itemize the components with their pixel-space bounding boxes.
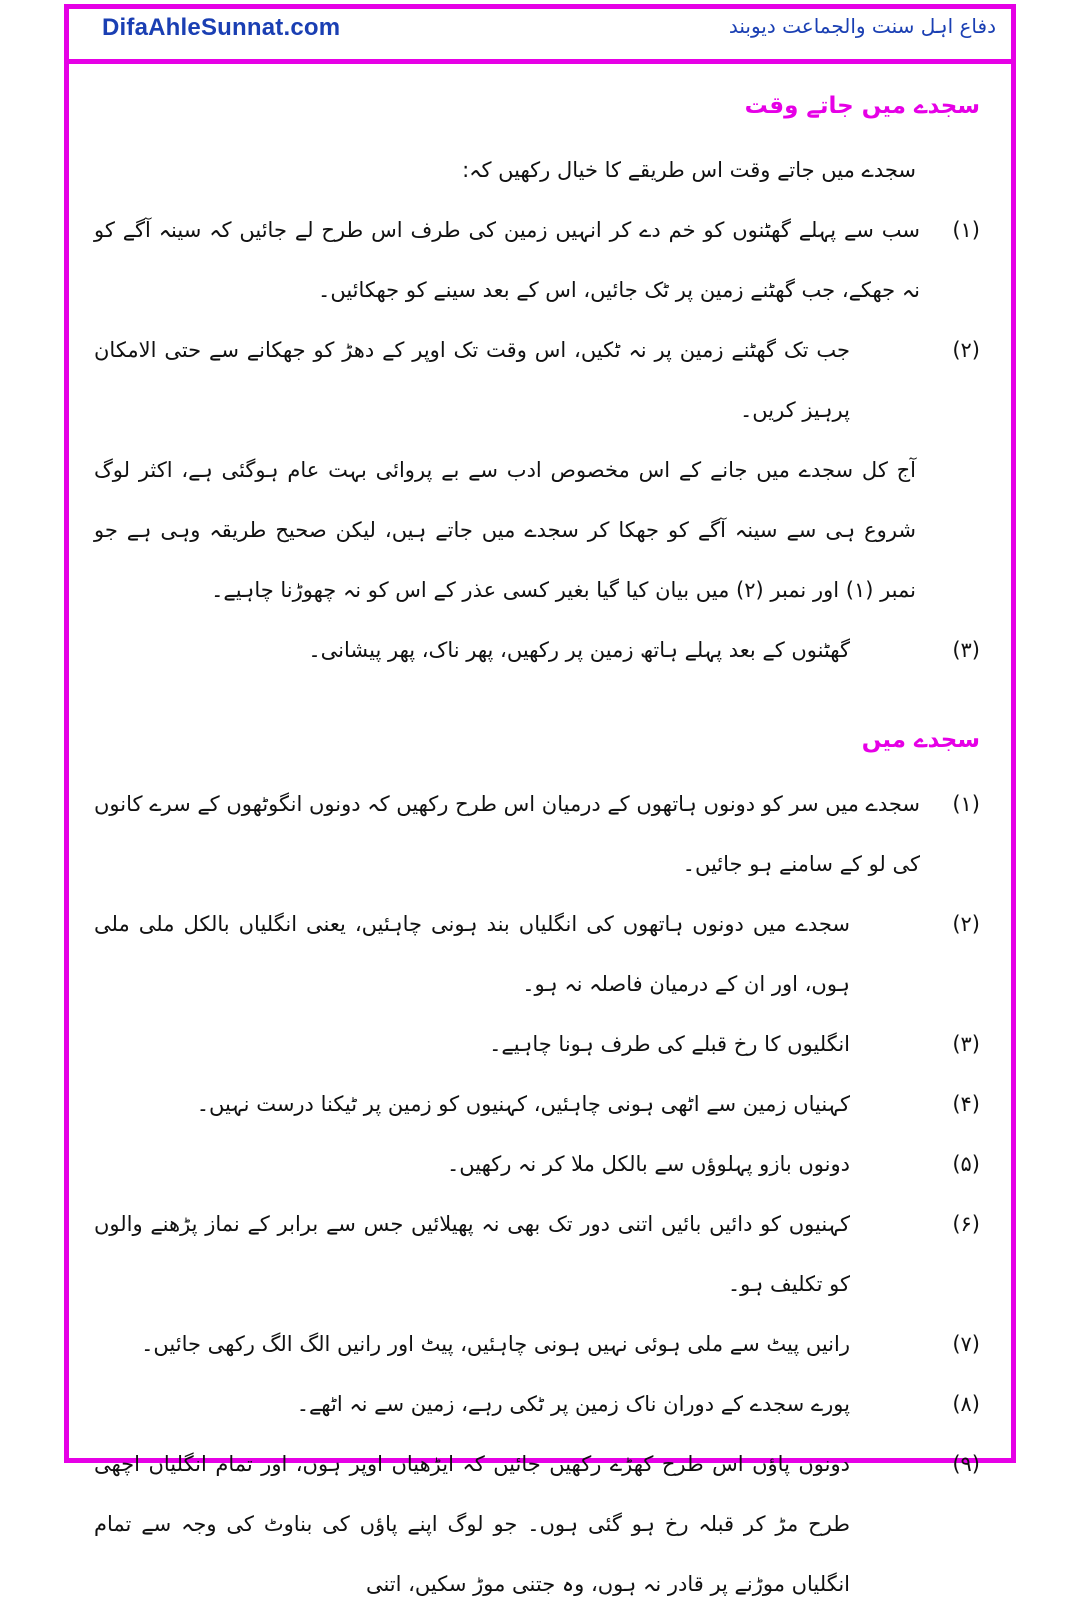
list-item	[94, 1134, 986, 1194]
item-text: رانیں پیٹ سے ملی ہوئی نہیں ہونی چاہئیں، پیٹ اور رانیں الگ الگ رکھی جائیں۔	[141, 1332, 850, 1356]
list-item	[94, 1074, 986, 1134]
item-number: (۹)	[952, 1452, 980, 1476]
list-item	[94, 894, 986, 1014]
section-heading-in-sajdah: سجدے میں	[861, 727, 980, 753]
item-text: انگلیوں کا رخ قبلے کی طرف ہونا چاہیے۔	[489, 1032, 850, 1056]
item-text: کہنیاں زمین سے اٹھی ہونی چاہئیں، کہنیوں کو زمین پر ٹیکنا درست نہیں۔	[196, 1092, 850, 1116]
item-text: دونوں بازو پہلوؤں سے بالکل ملا کر نہ رکھیں۔	[446, 1152, 850, 1176]
page-content	[94, 82, 986, 1596]
site-url: DifaAhleSunnat.com	[102, 14, 341, 41]
list-item	[94, 1434, 986, 1614]
list-item	[94, 200, 986, 320]
section-heading-going-to-sajdah: سجدے میں جاتے وقت	[744, 93, 980, 119]
item-number: (۲)	[952, 338, 980, 362]
item-number: (۳)	[952, 638, 980, 662]
item-text: گھٹنوں کے بعد پہلے ہاتھ زمین پر رکھیں، پھر ناک، پھر پیشانی۔	[308, 638, 850, 662]
section1-note: آج کل سجدے میں جانے کے اس مخصوص ادب سے بے پروائی بہت عام ہوگئی ہے، اکثر لوگ شروع ہی سے سینہ آگے کو جھکا کر سجدے میں جاتے ہیں، لیکن صحیح طریقہ وہی ہے جو نمبر (۱) اور نمبر (۲) میں بیان کیا گیا بغیر کسی عذر کے اس کو نہ چھوڑنا چاہیے۔	[94, 458, 916, 602]
item-text: جب تک گھٹنے زمین پر نہ ٹکیں، اس وقت تک اوپر کے دھڑ کو جھکانے سے حتی الامکان پرہیز کریں۔	[94, 338, 850, 422]
item-number: (۵)	[952, 1152, 980, 1176]
item-number: (۱)	[952, 218, 980, 242]
item-text: پورے سجدے کے دوران ناک زمین پر ٹکی رہے، زمین سے نہ اٹھے۔	[296, 1392, 850, 1416]
list-item	[94, 320, 986, 440]
item-number: (۴)	[952, 1092, 980, 1116]
list-item	[94, 1014, 986, 1074]
item-text: سب سے پہلے گھٹنوں کو خم دے کر انہیں زمین کی طرف اس طرح لے جائیں کہ سینہ آگے کو نہ جھکے، جب گھٹنے زمین پر ٹک جائیں، اس کے بعد سینے کو جھکائیں۔	[94, 218, 920, 302]
item-text: سجدے میں سر کو دونوں ہاتھوں کے درمیان اس طرح رکھیں کہ دونوں انگوٹھوں کے سرے کانوں کی لو کے سامنے ہو جائیں۔	[94, 792, 920, 876]
item-number: (۷)	[952, 1332, 980, 1356]
list-item	[94, 620, 986, 680]
list-item	[94, 774, 986, 894]
list-item	[94, 1194, 986, 1314]
item-number: (۲)	[952, 912, 980, 936]
item-text: کہنیوں کو دائیں بائیں اتنی دور تک بھی نہ پھیلائیں جس سے برابر کے نماز پڑھنے والوں کو تکلیف ہو۔	[94, 1212, 850, 1296]
site-title: دفاع اہل سنت والجماعت دیوبند	[728, 14, 996, 38]
item-number: (۶)	[952, 1212, 980, 1236]
item-number: (۸)	[952, 1392, 980, 1416]
item-text: سجدے میں دونوں ہاتھوں کی انگلیاں بند ہونی چاہئیں، یعنی انگلیاں بالکل ملی ملی ہوں، اور ان کے درمیان فاصلہ نہ ہو۔	[94, 912, 850, 996]
item-number: (۳)	[952, 1032, 980, 1056]
list-item	[94, 1314, 986, 1374]
section1-intro: سجدے میں جاتے وقت اس طریقے کا خیال رکھیں کہ:	[462, 158, 916, 182]
list-item	[94, 1374, 986, 1434]
item-number: (۱)	[952, 792, 980, 816]
item-text: دونوں پاؤں اس طرح کھڑے رکھیں جائیں کہ ایڑھیاں اوپر ہوں، اور تمام انگلیاں اچھی طرح مڑ کر قبلہ رخ ہو گئی ہوں۔ جو لوگ اپنے پاؤں کی بناوٹ کی وجہ سے تمام انگلیاں موڑنے پر قادر نہ ہوں، وہ جتنی موڑ سکیں، اتنی	[94, 1452, 850, 1596]
